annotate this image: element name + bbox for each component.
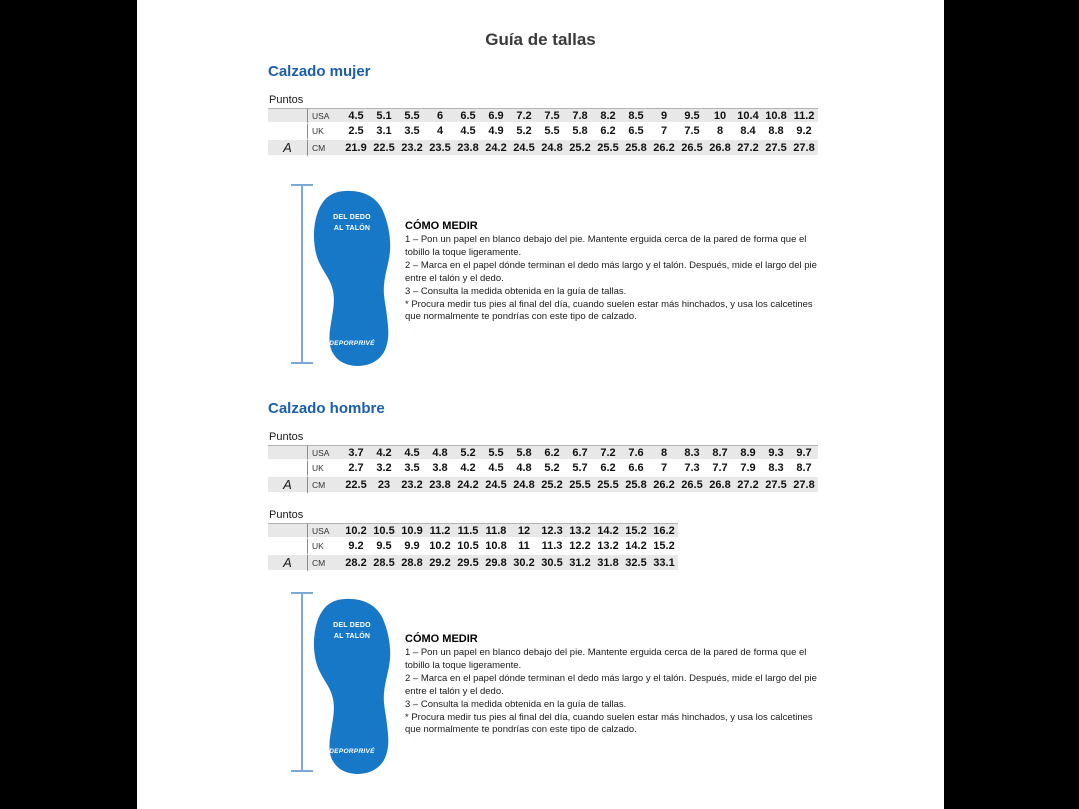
size-value: 23: [370, 477, 398, 494]
size-value: 23.5: [426, 140, 454, 157]
size-value: 26.5: [678, 477, 706, 494]
size-guide-page: [137, 0, 944, 809]
size-value: 32.5: [622, 555, 650, 572]
size-value: 10.2: [342, 523, 370, 539]
size-value: 5.2: [510, 124, 538, 140]
size-value: 8: [706, 124, 734, 140]
size-value: 30.5: [538, 555, 566, 572]
how-to-measure-title: CÓMO MEDIR: [405, 633, 478, 645]
size-value: 9.9: [398, 539, 426, 555]
measure-step-3: 3 – Consulta la medida obtenida en la guía de tallas.: [405, 698, 627, 710]
size-value: 7.7: [706, 461, 734, 477]
size-value: 29.5: [454, 555, 482, 572]
size-value: 27.5: [762, 477, 790, 494]
size-value: 9.7: [790, 445, 818, 461]
size-value: 8.2: [594, 108, 622, 124]
size-value: 23.2: [398, 477, 426, 494]
size-value: 29.8: [482, 555, 510, 572]
size-row-uk: [268, 539, 678, 555]
size-value: 25.2: [538, 477, 566, 494]
size-value: 25.8: [622, 140, 650, 157]
brand-logo: DEPORPRIVÉ: [329, 748, 375, 755]
size-value: 23.8: [454, 140, 482, 157]
size-value: 11.5: [454, 523, 482, 539]
size-value: 23.2: [398, 140, 426, 157]
size-value: 7: [650, 461, 678, 477]
size-value: 6.5: [622, 124, 650, 140]
size-value: 26.2: [650, 140, 678, 157]
measure-step-1: 1 – Pon un papel en blanco debajo del pie. Mantente erguida cerca de la pared de forma que el tobillo la toque ligeramente.: [405, 647, 807, 671]
size-value: 12: [510, 523, 538, 539]
size-value: 6.2: [594, 461, 622, 477]
measure-note: * Procura medir tus pies al final del día, cuando suelen estar más hinchados, y usa los calcetines que normalmente te pondrías con este tipo de calzado.: [405, 298, 813, 323]
size-value: 6.5: [454, 108, 482, 124]
size-value: 4.8: [510, 461, 538, 477]
size-value: 6.2: [594, 124, 622, 140]
size-value: 28.5: [370, 555, 398, 572]
size-value: 5.8: [566, 124, 594, 140]
size-value: 8.8: [762, 124, 790, 140]
size-value: 6.9: [482, 108, 510, 124]
size-value: 30.2: [510, 555, 538, 572]
foot-measure-label: [311, 621, 393, 643]
corner-cell: [268, 539, 308, 555]
size-value: 9.2: [342, 539, 370, 555]
size-value: 8.3: [678, 445, 706, 461]
size-value: 7.2: [594, 445, 622, 461]
size-value: 26.8: [706, 477, 734, 494]
size-value: 3.7: [342, 445, 370, 461]
size-value: 7.8: [566, 108, 594, 124]
size-row-uk: [268, 124, 818, 140]
measure-letter-cell: A: [268, 477, 308, 494]
size-table-men-1: [268, 445, 818, 494]
size-value: 22.5: [342, 477, 370, 494]
corner-cell: [268, 124, 308, 140]
size-value: 9.3: [762, 445, 790, 461]
unit-label: CM: [308, 477, 342, 494]
size-row-usa: [268, 523, 678, 539]
measure-letter-cell: A: [268, 140, 308, 157]
size-value: 8.4: [734, 124, 762, 140]
how-to-measure-women: [405, 220, 829, 324]
corner-cell: [268, 461, 308, 477]
size-value: 24.2: [482, 140, 510, 157]
size-value: 29.2: [426, 555, 454, 572]
size-value: 11.8: [482, 523, 510, 539]
unit-label: UK: [308, 539, 342, 555]
size-row-uk: [268, 461, 818, 477]
size-value: 12.3: [538, 523, 566, 539]
size-value: 5.2: [454, 445, 482, 461]
size-value: 8: [650, 445, 678, 461]
size-value: 11.2: [790, 108, 818, 124]
size-value: 5.2: [538, 461, 566, 477]
unit-label: CM: [308, 555, 342, 572]
size-value: 7.5: [678, 124, 706, 140]
size-value: 6: [426, 108, 454, 124]
size-value: 9.5: [370, 539, 398, 555]
corner-cell: [268, 445, 308, 461]
size-value: 2.7: [342, 461, 370, 477]
size-value: 23.8: [426, 477, 454, 494]
size-value: 10.8: [482, 539, 510, 555]
size-value: 5.5: [398, 108, 426, 124]
size-value: 24.8: [538, 140, 566, 157]
size-value: 7.9: [734, 461, 762, 477]
measure-step-2: 2 – Marca en el papel dónde terminan el dedo más largo y el talón. Después, mide el largo del pie entre el talón y el dedo.: [405, 259, 817, 284]
size-value: 10.5: [454, 539, 482, 555]
size-value: 15.2: [650, 539, 678, 555]
size-value: 7.5: [538, 108, 566, 124]
points-caption-men-2: Puntos: [269, 509, 304, 521]
size-value: 4: [426, 124, 454, 140]
brand-logo: DEPORPRIVÉ: [329, 340, 375, 347]
size-value: 24.5: [482, 477, 510, 494]
size-value: 5.5: [482, 445, 510, 461]
how-to-measure-men: [405, 633, 829, 737]
size-value: 3.8: [426, 461, 454, 477]
measure-note: * Procura medir tus pies al final del día, cuando suelen estar más hinchados, y usa los calcetines que normalmente te pondrías con este tipo de calzado.: [405, 711, 813, 736]
measure-step-2: 2 – Marca en el papel dónde terminan el dedo más largo y el talón. Después, mide el largo del pie entre el talón y el dedo.: [405, 672, 817, 697]
size-value: 26.2: [650, 477, 678, 494]
size-value: 9.5: [678, 108, 706, 124]
size-value: 27.8: [790, 477, 818, 494]
size-value: 14.2: [594, 523, 622, 539]
unit-label: USA: [308, 523, 342, 539]
size-value: 27.8: [790, 140, 818, 157]
size-value: 26.5: [678, 140, 706, 157]
size-value: 4.5: [398, 445, 426, 461]
size-value: 27.5: [762, 140, 790, 157]
size-value: 7.3: [678, 461, 706, 477]
size-value: 3.5: [398, 124, 426, 140]
size-value: 5.5: [538, 124, 566, 140]
size-value: 2.5: [342, 124, 370, 140]
foot-measure-label-line2: AL TALÓN: [333, 224, 371, 232]
size-value: 7.6: [622, 445, 650, 461]
page-title: Guía de tallas: [485, 30, 596, 49]
size-row-cm: [268, 477, 818, 494]
size-value: 28.8: [398, 555, 426, 572]
size-value: 13.2: [594, 539, 622, 555]
size-value: 10.2: [426, 539, 454, 555]
size-value: 25.5: [594, 140, 622, 157]
size-value: 31.8: [594, 555, 622, 572]
unit-label: USA: [308, 445, 342, 461]
size-value: 25.5: [594, 477, 622, 494]
foot-measure-label-line1: DEL DEDO: [333, 214, 371, 221]
size-value: 33.1: [650, 555, 678, 572]
size-value: 31.2: [566, 555, 594, 572]
size-value: 22.5: [370, 140, 398, 157]
size-row-usa: [268, 445, 818, 461]
size-value: 16.2: [650, 523, 678, 539]
foot-measure-label: [311, 213, 393, 235]
size-value: 4.2: [370, 445, 398, 461]
size-value: 12.2: [566, 539, 594, 555]
points-caption-men-1: Puntos: [269, 431, 304, 443]
size-value: 8.7: [706, 445, 734, 461]
size-value: 27.2: [734, 477, 762, 494]
size-value: 11.3: [538, 539, 566, 555]
foot-measure-label-line2: AL TALÓN: [333, 632, 371, 640]
section-heading-women: Calzado mujer: [268, 63, 371, 80]
size-value: 5.1: [370, 108, 398, 124]
size-value: 25.2: [566, 140, 594, 157]
unit-label: USA: [308, 108, 342, 124]
unit-label: UK: [308, 461, 342, 477]
size-value: 11: [510, 539, 538, 555]
size-value: 26.8: [706, 140, 734, 157]
section-heading-men: Calzado hombre: [268, 400, 385, 417]
size-value: 9: [650, 108, 678, 124]
size-value: 11.2: [426, 523, 454, 539]
corner-cell: [268, 523, 308, 539]
size-table-men-2: [268, 523, 678, 572]
size-row-cm: [268, 555, 678, 572]
size-value: 4.5: [454, 124, 482, 140]
size-value: 3.1: [370, 124, 398, 140]
size-row-usa: [268, 108, 818, 124]
size-value: 10.9: [398, 523, 426, 539]
points-caption-women: Puntos: [269, 94, 304, 106]
unit-label: CM: [308, 140, 342, 157]
how-to-measure-title: CÓMO MEDIR: [405, 220, 478, 232]
size-value: 14.2: [622, 539, 650, 555]
size-row-cm: [268, 140, 818, 157]
size-value: 9.2: [790, 124, 818, 140]
size-value: 4.5: [342, 108, 370, 124]
size-value: 8.3: [762, 461, 790, 477]
measure-step-1: 1 – Pon un papel en blanco debajo del pie. Mantente erguida cerca de la pared de forma que el tobillo la toque ligeramente.: [405, 234, 807, 258]
size-value: 8.7: [790, 461, 818, 477]
size-value: 10.4: [734, 108, 762, 124]
size-value: 27.2: [734, 140, 762, 157]
size-value: 3.2: [370, 461, 398, 477]
size-value: 6.7: [566, 445, 594, 461]
size-value: 4.2: [454, 461, 482, 477]
unit-label: UK: [308, 124, 342, 140]
size-value: 13.2: [566, 523, 594, 539]
size-value: 28.2: [342, 555, 370, 572]
size-value: 25.5: [566, 477, 594, 494]
size-value: 5.8: [510, 445, 538, 461]
size-value: 10: [706, 108, 734, 124]
size-value: 3.5: [398, 461, 426, 477]
size-value: 10.5: [370, 523, 398, 539]
measure-letter-cell: A: [268, 555, 308, 572]
size-value: 7: [650, 124, 678, 140]
size-value: 15.2: [622, 523, 650, 539]
size-value: 8.5: [622, 108, 650, 124]
size-value: 6.2: [538, 445, 566, 461]
size-table-women: [268, 108, 818, 157]
size-value: 24.8: [510, 477, 538, 494]
size-value: 4.5: [482, 461, 510, 477]
size-value: 24.2: [454, 477, 482, 494]
size-value: 5.7: [566, 461, 594, 477]
size-value: 10.8: [762, 108, 790, 124]
measurement-line-icon: [291, 184, 313, 364]
measurement-line-icon: [291, 592, 313, 772]
size-value: 4.8: [426, 445, 454, 461]
corner-cell: [268, 108, 308, 124]
size-value: 25.8: [622, 477, 650, 494]
measure-step-3: 3 – Consulta la medida obtenida en la guía de tallas.: [405, 285, 627, 297]
size-value: 21.9: [342, 140, 370, 157]
size-value: 6.6: [622, 461, 650, 477]
foot-measure-label-line1: DEL DEDO: [333, 622, 371, 629]
size-value: 8.9: [734, 445, 762, 461]
size-value: 24.5: [510, 140, 538, 157]
size-value: 7.2: [510, 108, 538, 124]
size-value: 4.9: [482, 124, 510, 140]
